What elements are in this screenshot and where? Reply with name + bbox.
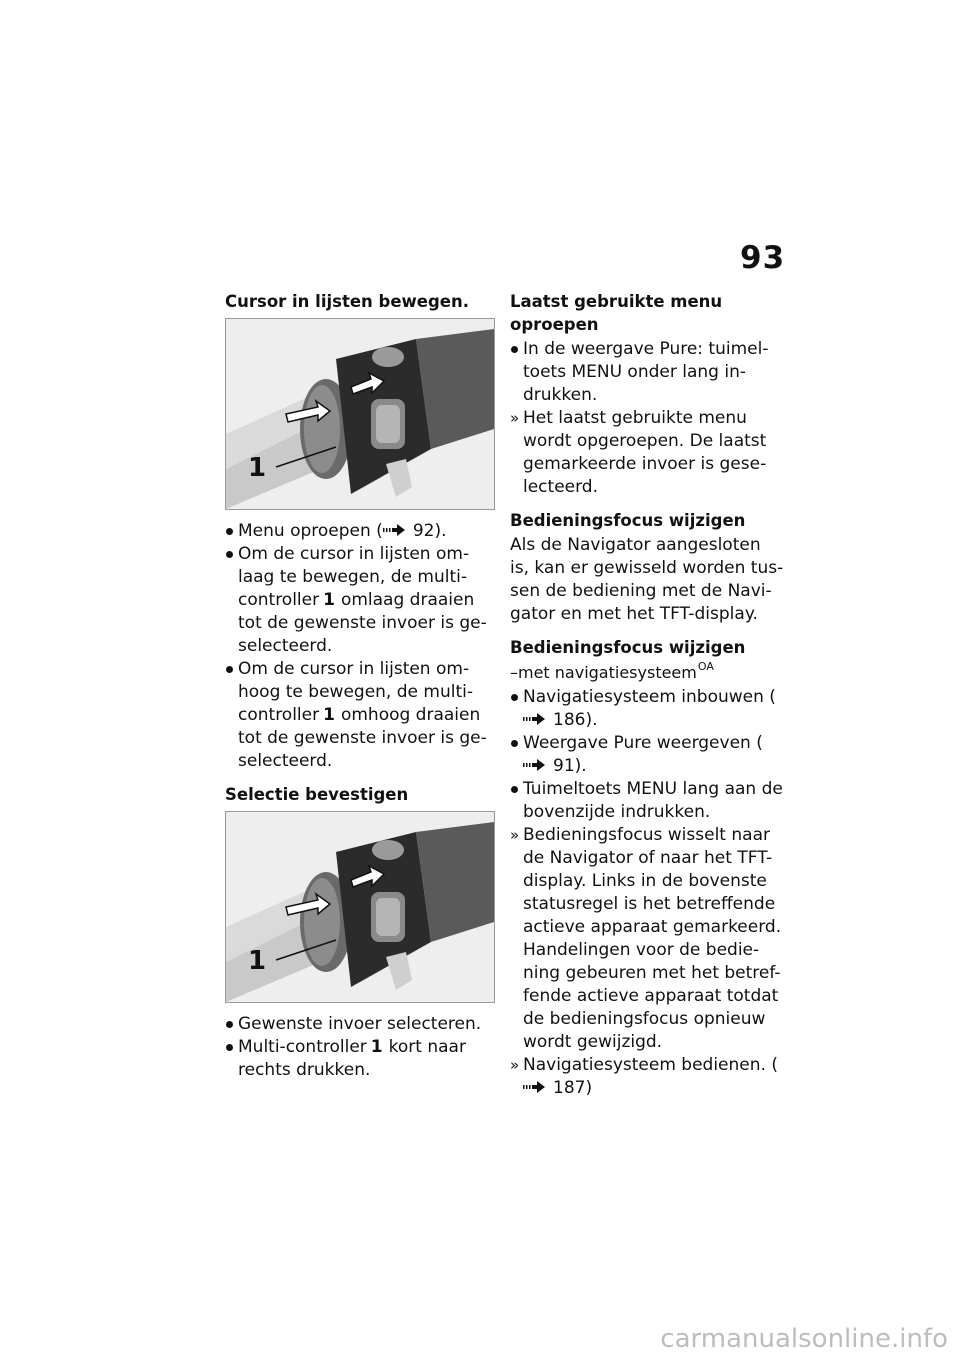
page-reference-icon [383,524,409,536]
list-item: Tuimeltoets MENU lang aan de bovenzijde indrukken. [510,778,784,824]
callout-number: 1 [370,1037,383,1057]
instruction-list [510,686,784,1100]
instruction-list [225,520,497,773]
section-heading: Bedieningsfocus wijzigen [510,511,746,530]
page-reference[interactable]: 187 [553,1078,586,1098]
page-reference[interactable]: 92 [412,521,435,541]
callout-number: 1 [323,590,335,610]
list-item: Om de cursor in lijsten om-laag te bewegen, de multi-controller 1 omlaag draaien tot de gewenste invoer is ge-selecteerd. [225,543,497,658]
instruction-list [510,338,784,499]
left-column [225,290,497,1090]
right-column [510,290,784,1108]
section-subheading: –met navigatiesysteem$^{OA}$ [510,660,714,682]
figure-callout-label: 1 [248,946,267,976]
page-reference-icon [523,713,549,725]
result-item: » Navigatiesysteem bedienen. (187) [510,1054,784,1100]
list-item: Weergave Pure weergeven (91). [510,732,784,778]
instruction-list [225,1013,497,1082]
page-reference[interactable]: 186 [553,710,586,730]
figure-handlebar-controls [225,811,495,1003]
list-item: Menu oproepen ( 92). [225,520,497,543]
list-item: Gewenste invoer selecteren. [225,1013,497,1036]
handlebar-illustration [226,319,494,509]
list-item: In de weergave Pure: tuimel-toets MENU onder lang in-drukken. [510,338,784,407]
section-heading: Bedieningsfocus wijzigen [510,638,746,657]
watermark: carmanualsonline.info [660,1324,948,1354]
handlebar-illustration [226,812,494,1002]
page-reference-icon [523,1081,549,1093]
list-item: Navigatiesysteem inbouwen (186). [510,686,784,732]
page-reference[interactable]: 91 [553,756,575,776]
result-item: » Het laatst gebruikte menu wordt opgeroepen. De laatst gemarkeerde invoer is gese-lecteerd. [510,407,784,499]
figure-handlebar-controls [225,318,495,510]
section-heading: Selectie bevestigen [225,785,409,804]
section-heading: Cursor in lijsten bewegen. [225,292,469,311]
page-number: 93 [740,240,786,276]
callout-number: 1 [323,705,335,725]
option-superscript: OA [697,660,714,673]
result-item: » Bedieningsfocus wisselt naar de Navigator of naar het TFT-display. Links in de bovenste statusregel is het betreffende actieve apparaat gemarkeerd. Handelingen voor de bedie-ning gebeuren met het betref-fende actieve apparaat totdat de bedieningsfocus opnieuw wordt gewijzigd. [510,824,784,1054]
list-item: Multi-controller 1 kort naar rechts drukken. [225,1036,497,1082]
list-item: Om de cursor in lijsten om-hoog te bewegen, de multi-controller 1 omhoog draaien tot de gewenste invoer is ge-selecteerd. [225,658,497,773]
paragraph: Als de Navigator aangesloten is, kan er gewisseld worden tus-sen de bediening met de Navi-gator en met het TFT-display. [510,535,784,624]
page-reference-icon [523,759,549,771]
section-heading: Laatst gebruikte menu oproepen [510,292,723,334]
figure-callout-label: 1 [248,453,267,483]
